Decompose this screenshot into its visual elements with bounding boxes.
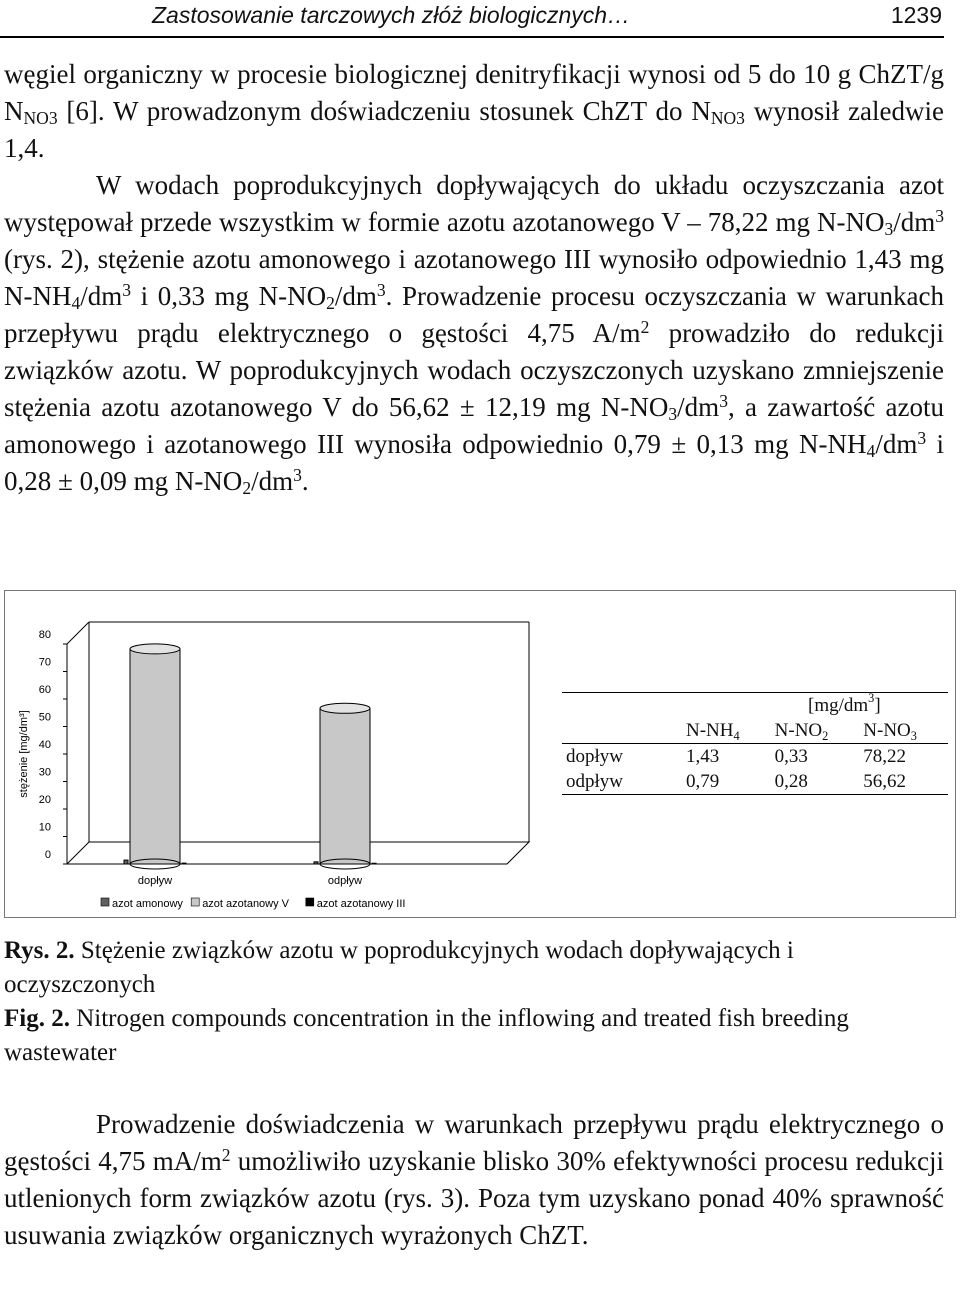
table-row bbox=[562, 693, 948, 718]
para1-subscript: NO3 bbox=[710, 108, 745, 128]
values-table bbox=[562, 692, 950, 795]
para1-text: [6]. W prowadzonym doświadczeniu stosunek ChZT bbox=[57, 96, 647, 126]
para2-text: /dm bbox=[251, 466, 294, 496]
col-no2: $N-NO_2$ bbox=[774, 720, 829, 743]
para2-superscript: 3 bbox=[719, 391, 728, 411]
para2-subscript: 2 bbox=[242, 478, 252, 498]
para2-text: W wodach poprodukcyjnych dopływających do układu oczyszczania azot występował przede wszystkim w formie azotu azotanowego V – 78,22 mg N-NO bbox=[4, 170, 944, 237]
caption-en bbox=[4, 1002, 944, 1070]
running-header bbox=[0, 0, 944, 38]
bar-top bbox=[130, 644, 180, 654]
y-tick-label: 50 bbox=[38, 711, 51, 724]
row-label: odpływ bbox=[566, 771, 623, 792]
y-tick-label: 70 bbox=[38, 656, 51, 669]
body-text-bottom bbox=[4, 1106, 944, 1254]
paragraph-1 bbox=[4, 56, 944, 167]
running-title: Zastosowanie tarczowych złóż biologicznych… bbox=[152, 2, 631, 28]
bar-azot-azotanowy-III-0 bbox=[182, 863, 186, 864]
col-nh4: $N-NH_4$ bbox=[686, 720, 740, 743]
bar-azot-azotanowy-V-0 bbox=[130, 649, 180, 864]
para1-subscript: NO3 bbox=[23, 108, 58, 128]
y-axis-top bbox=[67, 622, 89, 644]
table-cell bbox=[562, 693, 682, 718]
para1-text: wynosił zaledwie 1,4. bbox=[4, 96, 945, 163]
bar-azot-azotanowy-V-1 bbox=[320, 708, 370, 864]
para2-text: (rys. 2), stężenie azotu amonowego i azotanowego III wynosiło odpowiednio 1,43 mg N-NH bbox=[4, 244, 944, 311]
x-tick-label: odpływ bbox=[327, 875, 363, 887]
para2-text: , a zawartość azotu amonowego i azotanowego III wynosiła odpowiednio 0,79 ± 0,13 mg N-NH bbox=[4, 392, 944, 459]
para2-subscript: 3 bbox=[884, 219, 894, 239]
para2-text: . bbox=[301, 466, 309, 496]
para2-subscript: 3 bbox=[668, 404, 678, 424]
para2-text: i 0,33 mg N-NO bbox=[131, 281, 327, 311]
para2-superscript: 3 bbox=[122, 280, 132, 300]
table-row bbox=[562, 769, 948, 795]
table-header-row bbox=[562, 718, 948, 744]
caption-text: Stężenie związków azotu w poprodukcyjnych wodach dopływających i oczyszczonych bbox=[4, 937, 794, 998]
paragraph-2 bbox=[4, 167, 944, 500]
col-no3: $N-NO_3$ bbox=[863, 720, 917, 743]
para2-subscript: 4 bbox=[71, 293, 81, 313]
para1-text: węgiel organiczny w procesie biologicznej denitryfikacji wynosi od 5 do bbox=[4, 59, 796, 89]
para2-text: i 0,28 ± 0,09 mg N-NO bbox=[4, 429, 944, 496]
y-tick-label: 30 bbox=[38, 766, 51, 779]
legend-label: azot azotanowy V bbox=[202, 898, 290, 910]
legend-swatch bbox=[306, 898, 314, 906]
cell-value: 0,33 bbox=[774, 746, 808, 767]
bar-azot-azotanowy-III-1 bbox=[372, 863, 376, 864]
paragraph-3 bbox=[4, 1106, 944, 1254]
caption-label: Fig. 2. bbox=[4, 1005, 70, 1032]
cell-value: 0,28 bbox=[774, 771, 808, 792]
para2-text: . Prowadzenie procesu oczyszczania w warunkach przepływu prądu elektrycznego o gęstości 4,75 A/m bbox=[4, 281, 945, 348]
para2-superscript: 3 bbox=[935, 206, 944, 226]
para2-text: prowadziło do redukcji związków azotu. W poprodukcyjnych wodach oczyszczonych uzyskano zmniejszenie stężenia azotu azotanowego V do 56,62 ± 12,19 mg N-NO bbox=[4, 318, 944, 422]
table-cell bbox=[562, 718, 682, 744]
para2-text: /dm bbox=[80, 281, 123, 311]
legend-label: azot amonowy bbox=[112, 898, 183, 910]
legend-swatch bbox=[101, 898, 109, 906]
figure-caption bbox=[4, 934, 944, 1070]
row-label: dopływ bbox=[566, 746, 623, 767]
y-tick-label: 60 bbox=[38, 684, 51, 696]
caption-label: Rys. 2. bbox=[4, 937, 75, 964]
caption-text: Nitrogen compounds concentration in the inflowing and treated fish breeding wastewater bbox=[4, 1005, 849, 1066]
para2-text: /dm bbox=[893, 207, 936, 237]
y-axis-label: stężenie [mg/dm³] bbox=[18, 710, 30, 798]
para2-superscript: 3 bbox=[917, 428, 927, 448]
cell-value: 1,43 bbox=[686, 746, 720, 767]
page-number: 1239 bbox=[890, 2, 942, 28]
para1-text: 10 g ChZT/g N bbox=[4, 59, 944, 126]
table-row bbox=[562, 744, 948, 770]
para2-superscript: 2 bbox=[640, 317, 650, 337]
legend-label: azot azotanowy III bbox=[316, 898, 406, 910]
x-tick-label: dopływ bbox=[137, 875, 173, 887]
caption-pl bbox=[4, 934, 944, 1002]
y-tick-label: 20 bbox=[38, 794, 51, 806]
para2-subscript: 2 bbox=[326, 293, 335, 313]
y-tick-label: 10 bbox=[38, 821, 51, 834]
para2-subscript: 4 bbox=[866, 441, 876, 461]
bar-top bbox=[320, 703, 370, 713]
y-tick-label: 40 bbox=[38, 739, 51, 751]
para1-text: do N bbox=[655, 96, 711, 126]
bar-azot-amonowy-1 bbox=[314, 862, 318, 864]
cell-value: 78,22 bbox=[863, 746, 907, 767]
body-text-top bbox=[4, 56, 944, 500]
bar-azot-amonowy-0 bbox=[124, 860, 128, 864]
cell-value: 0,79 bbox=[686, 771, 720, 792]
para2-superscript: 3 bbox=[293, 465, 302, 485]
table-unit: $[mg/dm^3]$ bbox=[808, 691, 881, 716]
cell-value: 56,62 bbox=[863, 771, 907, 792]
para2-superscript: 3 bbox=[376, 280, 386, 300]
legend-swatch bbox=[191, 898, 199, 906]
para3-text: umożliwiło uzyskanie blisko 30% efektywności procesu redukcji utlenionych form związków azotu (rys. 3). Poza tym uzyskano ponad 40% sprawność usuwania związków organicznych wyrażonych ChZT. bbox=[4, 1146, 944, 1250]
para2-text: /dm bbox=[677, 392, 720, 422]
para3-superscript: 2 bbox=[221, 1145, 231, 1165]
values-grid bbox=[562, 693, 948, 795]
para3-text: Prowadzenie doświadczenia w warunkach przepływu prądu elektrycznego o gęstości 4,75 mA/m bbox=[4, 1109, 944, 1176]
y-tick-label: 80 bbox=[38, 629, 51, 641]
para2-text: /dm bbox=[334, 281, 377, 311]
y-tick-label: 0 bbox=[44, 849, 51, 861]
para2-text: /dm bbox=[875, 429, 918, 459]
